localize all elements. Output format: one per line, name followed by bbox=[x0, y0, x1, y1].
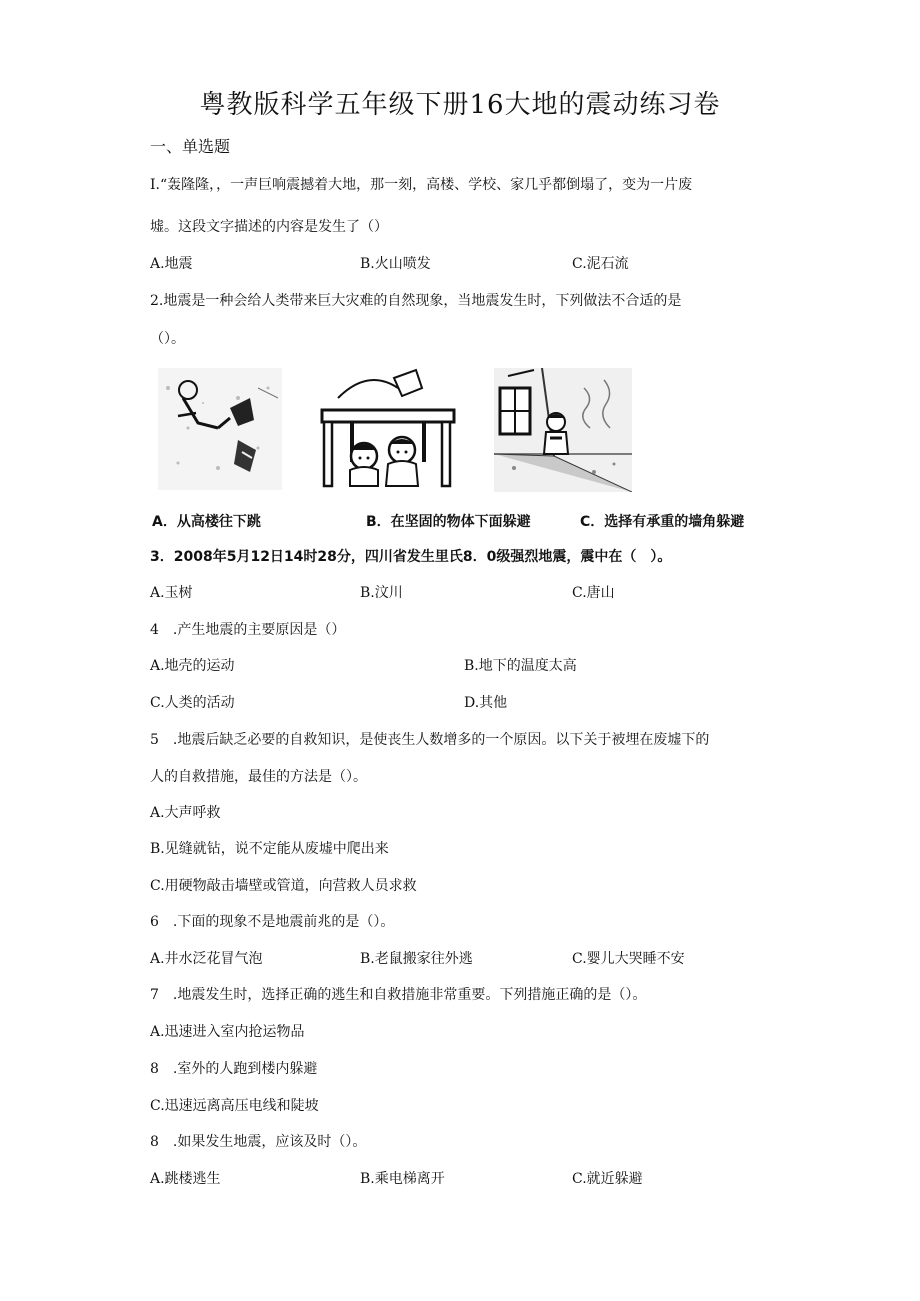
q3-stem: 3．2008年5月12日14时28分，四川省发生里氏8．0级强烈地震，震中在（ ）。 bbox=[150, 549, 672, 565]
q2-option-a: A．从高楼往下跳 bbox=[152, 514, 261, 530]
q3-option-a: A.玉树 bbox=[150, 585, 193, 601]
section-heading: 一、单选题 bbox=[150, 137, 231, 156]
q8-stem: 8 .如果发生地震，应该及时（）。 bbox=[150, 1134, 367, 1150]
q7-option-a: A.迅速进入室内抢运物品 bbox=[150, 1024, 305, 1040]
q5-stem-line2: 人的自救措施，最佳的方法是（）。 bbox=[150, 769, 367, 785]
q4-option-d: D.其他 bbox=[464, 695, 508, 711]
q2-option-b: B．在坚固的物体下面躲避 bbox=[366, 514, 531, 530]
q4-option-a: A.地壳的运动 bbox=[150, 658, 235, 674]
q8-option-a: A.跳楼逃生 bbox=[150, 1171, 221, 1187]
illustration-hide-under-table bbox=[318, 368, 458, 492]
q2-stem-line1: 2.地震是一种会给人类带来巨大灾难的自然现象，当地震发生时，下列做法不合适的是 bbox=[150, 293, 682, 309]
q8-option-b: B.乘电梯离开 bbox=[360, 1171, 445, 1187]
illustration-wall-corner bbox=[494, 368, 632, 492]
q3-option-c: C.唐山 bbox=[572, 585, 615, 601]
q5-option-b: B.见缝就钻，说不定能从废墟中爬出来 bbox=[150, 841, 389, 857]
q1-stem-line2: 墟。这段文字描述的内容是发生了（） bbox=[150, 219, 388, 235]
q5-option-a: A.大声呼救 bbox=[150, 805, 221, 821]
q1-stem-line1: I.“轰隆隆，，一声巨响震撼着大地，那一刻，高楼、学校、家几乎都倒塌了，变为一片废 bbox=[150, 177, 693, 193]
page-title: 粤教版科学五年级下册16大地的震动练习卷 bbox=[199, 90, 721, 120]
q6-option-a: A.井水泛花冒气泡 bbox=[150, 951, 263, 967]
q1-option-a: A.地震 bbox=[150, 256, 193, 272]
q4-stem: 4 .产生地震的主要原因是（） bbox=[150, 622, 346, 638]
q6-stem: 6 .下面的现象不是地震前兆的是（）。 bbox=[150, 914, 395, 930]
q7-option-c: C.迅速远离高压电线和陡坡 bbox=[150, 1098, 319, 1114]
q2-option-c: C．选择有承重的墙角躲避 bbox=[580, 514, 745, 530]
q7-option-b: 8 .室外的人跑到楼内躲避 bbox=[150, 1061, 318, 1077]
q5-stem-line1: 5 .地震后缺乏必要的自救知识，是使丧生人数增多的一个原因。以下关于被埋在废墟下的 bbox=[150, 732, 710, 748]
q8-option-c: C.就近躲避 bbox=[572, 1171, 643, 1187]
q2-stem-line2: （）。 bbox=[150, 331, 185, 347]
q1-option-b: B.火山喷发 bbox=[360, 256, 431, 272]
q4-option-c: C.人类的活动 bbox=[150, 695, 235, 711]
q6-option-c: C.婴儿大哭睡不安 bbox=[572, 951, 685, 967]
q4-option-b: B.地下的温度太高 bbox=[464, 658, 577, 674]
q6-option-b: B.老鼠搬家往外逃 bbox=[360, 951, 473, 967]
illustration-jump-from-building bbox=[158, 368, 282, 490]
q1-option-c: C.泥石流 bbox=[572, 256, 629, 272]
q5-option-c: C.用硬物敲击墙壁或管道，向营救人员求救 bbox=[150, 878, 417, 894]
q7-stem: 7 .地震发生时，选择正确的逃生和自救措施非常重要。下列措施正确的是（）。 bbox=[150, 987, 647, 1003]
q3-option-b: B.汶川 bbox=[360, 585, 403, 601]
